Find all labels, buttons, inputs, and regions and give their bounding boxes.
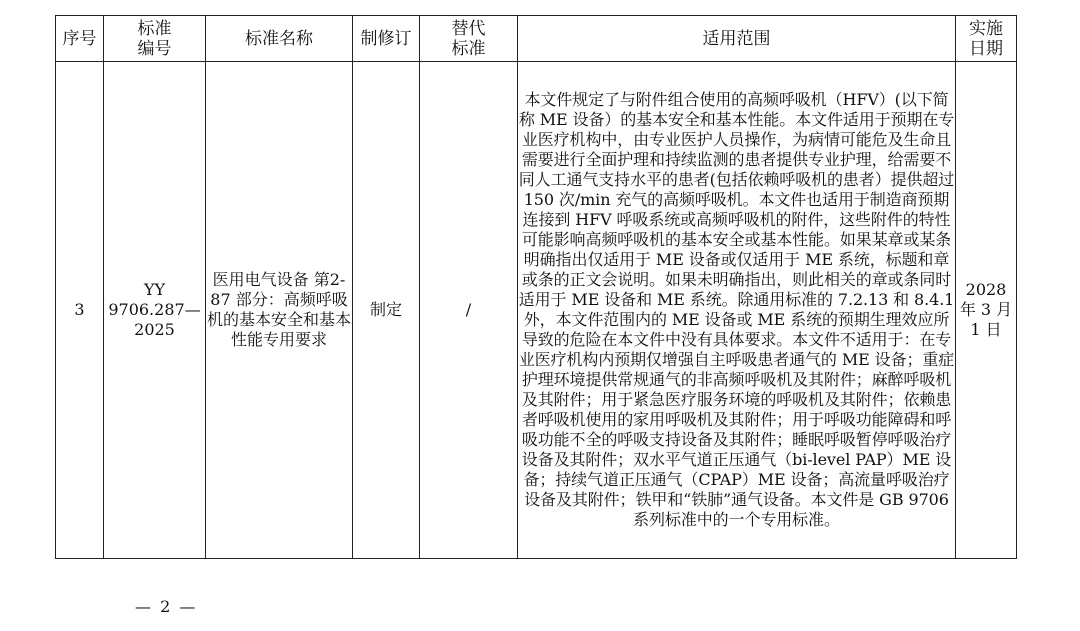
header-revision: 制修订 [353, 16, 420, 62]
header-standard-number: 标准 编号 [104, 16, 206, 62]
header-standard-name: 标准名称 [206, 16, 353, 62]
header-effective-date: 实施 日期 [956, 16, 1017, 62]
cell-replaced-standard: / [420, 62, 518, 559]
cell-scope: 本文件规定了与附件组合使用的高频呼吸机（HFV）(以下简称 ME 设备）的基本安全和基本性能。本文件适用于预期在专业医疗机构中，由专业医护人员操作，为病情可能危及生命且需要进行全面护理和持续监测的患者提供专业护理，给需要不同人工通气支持水平的患者(包括依赖呼吸机的患者）提供超过 150 次/min 充气的高频呼吸机。本文件也适用于制造商预期连接到 HFV 呼吸系统或高频呼吸机的附件，这些附件的特性可能影响高频呼吸机的基本安全或基本性能。如果某章或某条明确指出仅适用于 ME 设备或仅适用于 ME 系统，标题和章或条的正文会说明。如果未明确指出，则此相关的章或条同时适用于 ME 设备和 ME 系统。除通用标准的 7.2.13 和 8.4.1 外，本文件范围内的 ME 设备或 ME 系统的预期生理效应所导致的危险在本文件中没有具体要求。本文件不适用于：在专业医疗机构内预期仅增强自主呼吸患者通气的 ME 设备；重症护理环境提供常规通气的非高频呼吸机及其附件；麻醉呼吸机及其附件；用于紧急医疗服务环境的呼吸机及其附件；依赖患者呼吸机使用的家用呼吸机及其附件；用于呼吸功能障碍和呼吸功能不全的呼吸支持设备及其附件；睡眠呼吸暂停呼吸治疗设备及其附件；双水平气道正压通气（bi-level PAP）ME 设备；持续气道正压通气（CPAP）ME 设备；高流量呼吸治疗设备及其附件；铁甲和“铁肺”通气设备。本文件是 GB 9706 系列标准中的一个专用标准。 [518, 62, 956, 559]
header-scope: 适用范围 [518, 16, 956, 62]
standards-table [55, 15, 1017, 559]
cell-revision: 制定 [353, 62, 420, 559]
header-row [56, 16, 1017, 62]
cell-effective-date: 2028 年 3 月 1 日 [956, 62, 1017, 559]
cell-standard-name: 医用电气设备 第2-87 部分：高频呼吸机的基本安全和基本性能专用要求 [206, 62, 353, 559]
page-number: — 2 — [135, 597, 198, 616]
table-row [56, 62, 1017, 559]
cell-standard-number: YY 9706.287— 2025 [104, 62, 206, 559]
header-replaced-standard: 替代 标准 [420, 16, 518, 62]
cell-serial: 3 [56, 62, 104, 559]
header-serial: 序号 [56, 16, 104, 62]
